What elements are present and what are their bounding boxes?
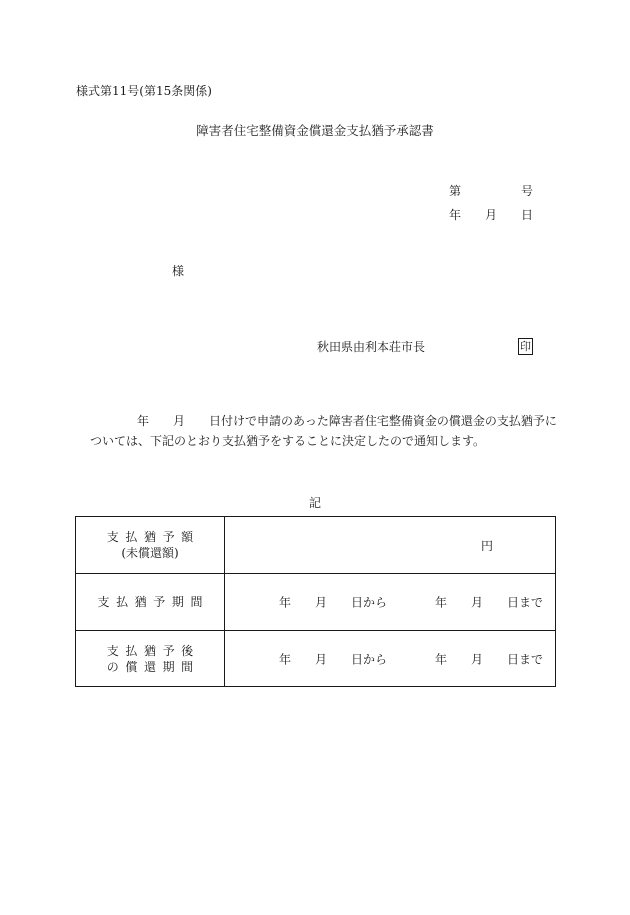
reference-number-suffix: 号 xyxy=(521,184,534,198)
document-title: 障害者住宅整備資金償還金支払猶予承認書 xyxy=(196,123,434,138)
ki-heading: 記 xyxy=(308,496,321,510)
yen-unit: 円 xyxy=(480,538,493,553)
deferral-period-label xyxy=(76,574,225,631)
body-year: 年 xyxy=(137,414,150,428)
seal-mark: 印 xyxy=(520,340,531,353)
details-table xyxy=(75,516,556,687)
issue-date-year: 年 xyxy=(449,208,462,222)
deferral-amount-label-line2: (未償還額) xyxy=(121,546,179,560)
issue-date-day: 日 xyxy=(521,208,534,222)
body-line-1-text: 日付けで申請のあった障害者住宅整備資金の償還金の支払猶予に xyxy=(209,414,557,428)
from-month: 月 xyxy=(315,595,328,610)
deferral-amount-value xyxy=(225,517,556,574)
from-day: 日から xyxy=(351,652,388,666)
form-number: 様式第11号(第15条関係) xyxy=(76,84,212,98)
issue-date-month: 月 xyxy=(485,208,498,222)
post-deferral-period-label xyxy=(76,631,225,687)
to-day: 日まで xyxy=(507,595,544,610)
from-day: 日から xyxy=(351,595,388,610)
deferral-period-label-text: 支払猶予期間 xyxy=(97,595,210,609)
from-month: 月 xyxy=(315,652,328,666)
issuer-name: 秋田県由利本荘市長 xyxy=(317,340,426,354)
post-deferral-period-value xyxy=(225,631,556,687)
reference-number-prefix: 第 xyxy=(449,184,462,198)
to-month: 月 xyxy=(471,595,484,610)
addressee-honorific: 様 xyxy=(172,264,185,278)
post-deferral-label-line1: 支払猶予後 xyxy=(106,643,200,658)
body-line-1 xyxy=(137,414,557,428)
table-row xyxy=(76,574,556,631)
post-deferral-label-line2: の償還期間 xyxy=(106,659,200,674)
deferral-amount-label-line1: 支払猶予額 xyxy=(106,530,200,544)
from-year: 年 xyxy=(279,595,292,610)
body-month: 月 xyxy=(173,414,186,428)
body-line-2: ついては、下記のとおり支払猶予をすることに決定したので通知します。 xyxy=(90,434,486,448)
table-row xyxy=(76,631,556,687)
table-row xyxy=(76,517,556,574)
to-month: 月 xyxy=(471,652,484,666)
from-year: 年 xyxy=(279,652,292,666)
deferral-amount-label xyxy=(76,517,225,574)
to-year: 年 xyxy=(435,652,448,666)
to-day: 日まで xyxy=(507,652,544,666)
to-year: 年 xyxy=(435,595,448,610)
deferral-period-value xyxy=(225,574,556,631)
